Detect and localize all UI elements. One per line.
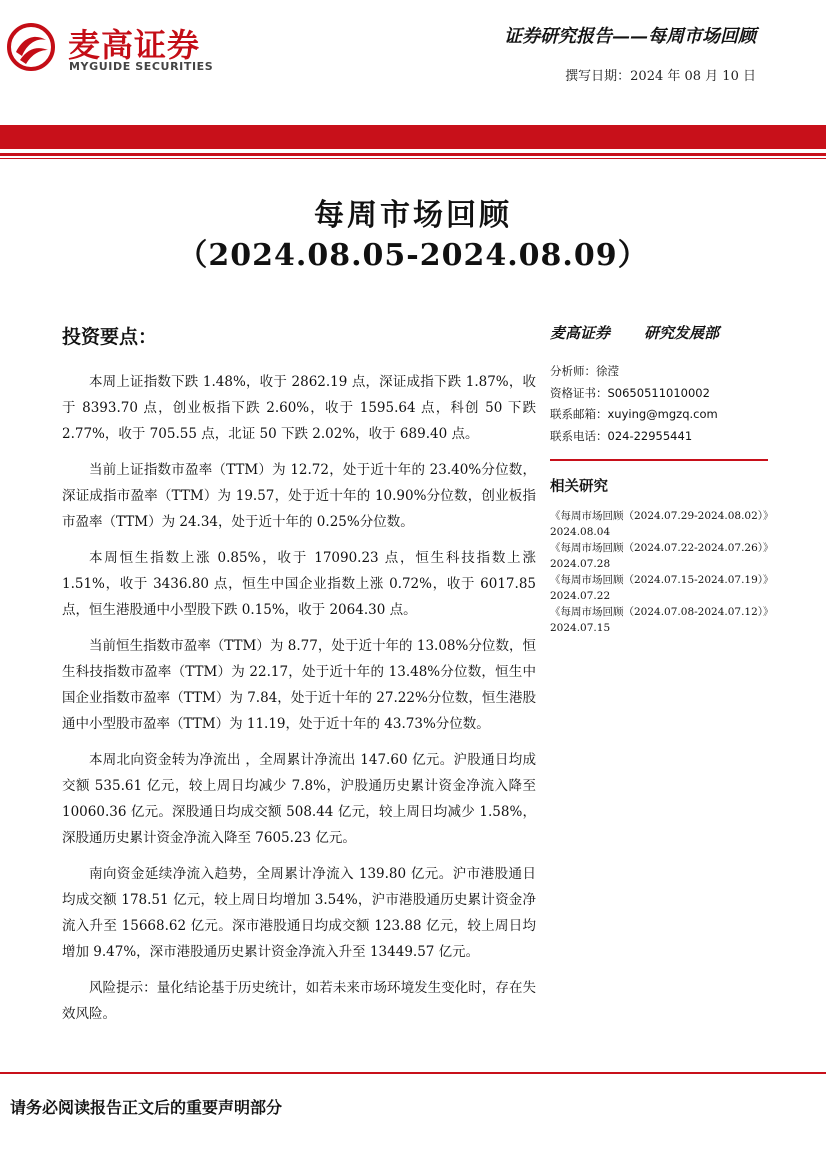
analyst-license: 资格证书：S0650511010002 bbox=[550, 385, 710, 400]
header-banner bbox=[0, 125, 826, 149]
footer-notice: 请务必阅读报告正文后的重要声明部分 bbox=[10, 1098, 283, 1117]
page-title: 每周市场回顾 bbox=[314, 198, 512, 233]
analyst-sidebar bbox=[550, 322, 770, 636]
related-research-item[interactable]: 《每周市场回顾（2024.07.15-2024.07.19）》2024.07.22 bbox=[550, 574, 769, 602]
logo-text-en: MYGUIDE SECURITIES bbox=[69, 60, 214, 73]
company-logo bbox=[6, 20, 216, 78]
paragraph-risk: 风险提示：量化结论基于历史统计，如若未来市场环境发生变化时，存在失效风险。 bbox=[62, 980, 536, 1022]
header-divider-thin bbox=[0, 158, 826, 159]
related-research-item[interactable]: 《每周市场回顾（2024.07.22-2024.07.26）》2024.07.28 bbox=[550, 542, 769, 570]
paragraph-hk-pe: 当前恒生指数市盈率（TTM）为 8.77，处于近十年的 13.08%分位数，恒生科技指数市盈率（TTM）为 22.17，处于近十年的 13.48%分位数，恒生中国企业指数市盈率（TTM）为 7.84，处于近十年的 27.22%分位数，恒生港股通中小型股市盈率（TTM）为 11.19，处于近十年的 43.73%分位数。 bbox=[62, 638, 536, 732]
report-date: 撰写日期：2024 年 08 月 10 日 bbox=[565, 69, 756, 84]
logo-mark-icon bbox=[6, 22, 56, 72]
org-line bbox=[550, 322, 770, 343]
paragraph-a-share-index: 本周上证指数下跌 1.48%，收于 2862.19 点，深证成指下跌 1.87%，收于 8393.70 点，创业板指下跌 2.60%，收于 1595.64 点，科创 50 下跌 2.77%，收于 705.55 点，北证 50 下跌 2.02%，收于 689.40 点。 bbox=[62, 374, 536, 442]
key-points-section bbox=[62, 322, 536, 1037]
related-research-heading: 相关研究 bbox=[550, 478, 608, 495]
header-divider bbox=[0, 153, 826, 156]
analyst-phone: 联系电话：024-22955441 bbox=[550, 428, 693, 443]
dept-name: 研究发展部 bbox=[644, 324, 720, 342]
paragraph-hk-index: 本周恒生指数上涨 0.85%，收于 17090.23 点，恒生科技指数上涨 1.51%，收于 3436.80 点，恒生中国企业指数上涨 0.72%，收于 6017.85 点，恒生港股通中小型股下跌 0.15%，收于 2064.30 点。 bbox=[62, 550, 536, 618]
report-type: 证券研究报告——每周市场回顾 bbox=[504, 26, 756, 47]
analyst-email[interactable]: 联系邮箱：xuying@mgzq.com bbox=[550, 407, 718, 421]
org-name: 麦高证券 bbox=[550, 324, 611, 342]
paragraph-northbound: 本周北向资金转为净流出 ，全周累计净流出 147.60 亿元。沪股通日均成交额 535.61 亿元，较上周日均减少 7.8%，沪股通历史累计资金净流入降至 10060.36 亿元。深股通日均成交额 508.44 亿元，较上周日均减少 1.58%，深股通历史累计资金净流入降至 7605.23 亿元。 bbox=[62, 752, 536, 846]
footer-divider bbox=[0, 1072, 826, 1074]
paragraph-southbound: 南向资金延续净流入趋势，全周累计净流入 139.80 亿元。沪市港股通日均成交额 178.51 亿元，较上周日均增加 3.54%，沪市港股通历史累计资金净流入升至 15668.62 亿元。深市港股通日均成交额 123.88 亿元，较上周日均增加 9.47%，深市港股通历史累计资金净流入升至 13449.57 亿元。 bbox=[62, 866, 536, 960]
paragraph-a-share-pe: 当前上证指数市盈率（TTM）为 12.72，处于近十年的 23.40%分位数，深证成指市盈率（TTM）为 19.57，处于近十年的 10.90%分位数，创业板指市盈率（TTM）为 24.34，处于近十年的 0.25%分位数。 bbox=[62, 462, 536, 530]
sidebar-divider bbox=[550, 459, 768, 461]
page-subtitle: （2024.08.05-2024.08.09） bbox=[177, 238, 649, 273]
logo-text-cn: 麦高证券 bbox=[68, 26, 201, 64]
related-research-item[interactable]: 《每周市场回顾（2024.07.29-2024.08.02）》2024.08.04 bbox=[550, 510, 769, 538]
key-points-heading: 投资要点： bbox=[62, 326, 158, 348]
analyst-name: 分析师：徐滢 bbox=[550, 364, 619, 378]
related-research-item[interactable]: 《每周市场回顾（2024.07.08-2024.07.12）》2024.07.15 bbox=[550, 606, 769, 634]
